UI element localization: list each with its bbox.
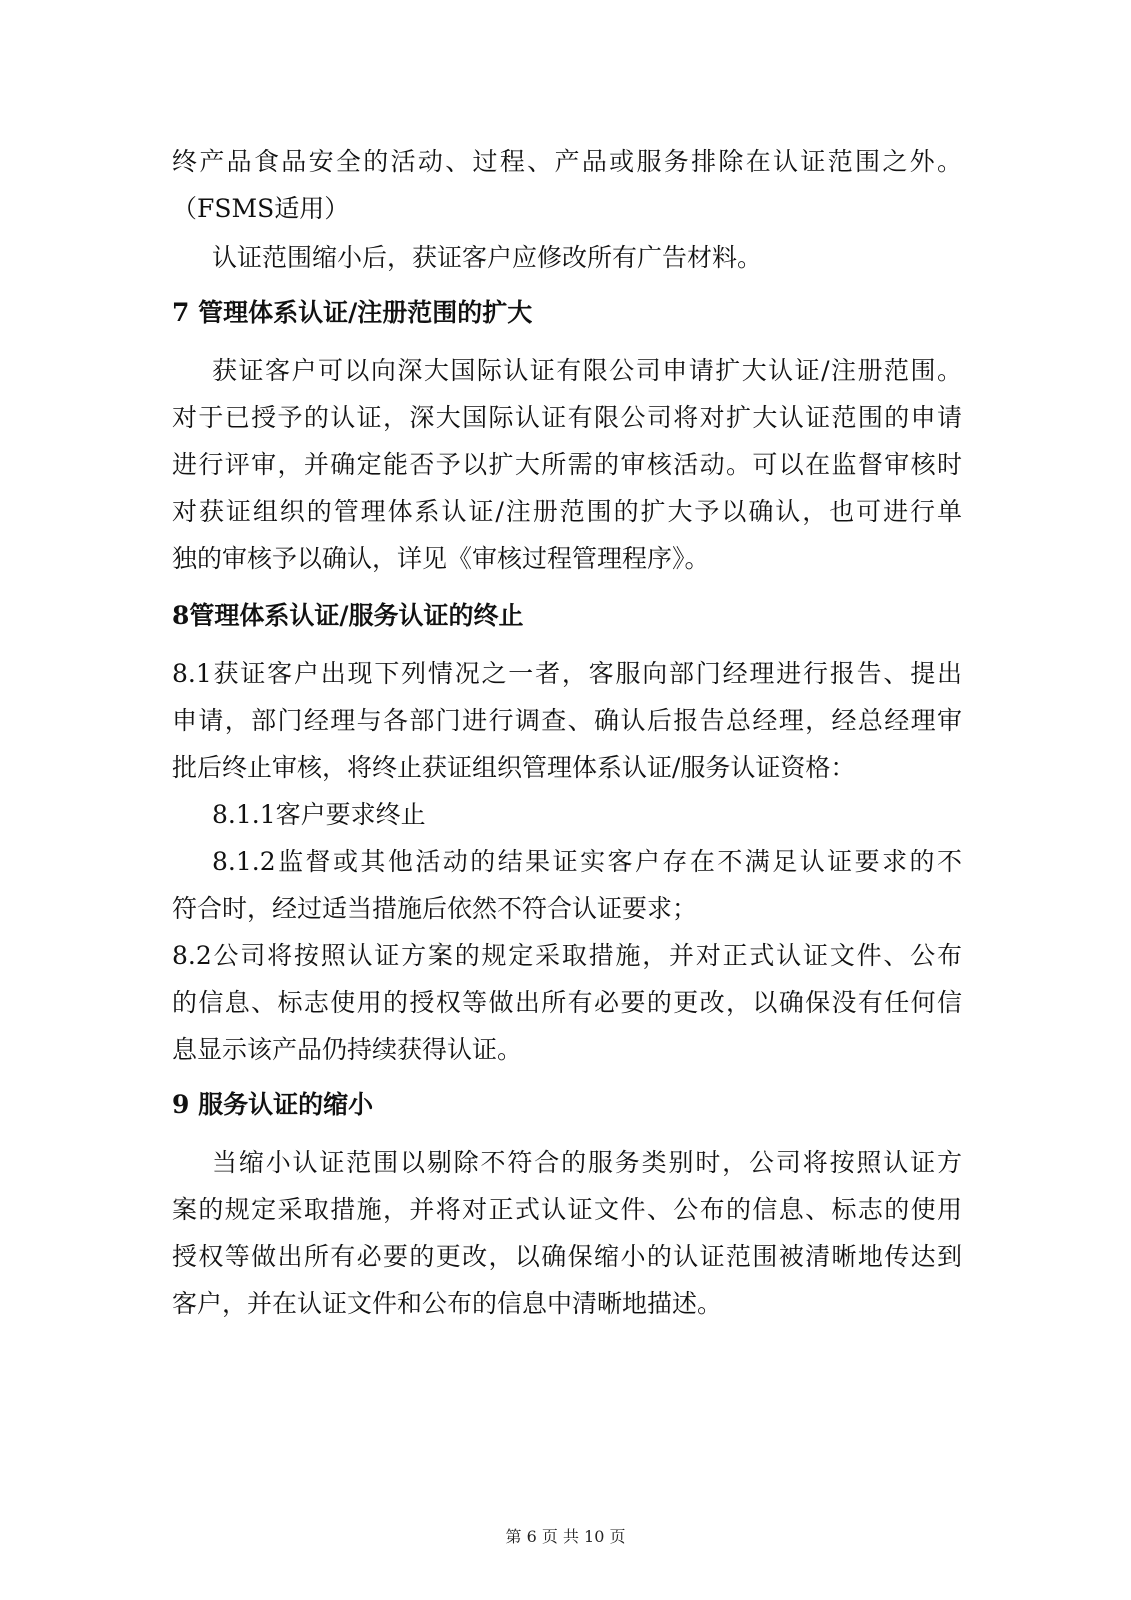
body-text-line: 8.1获证客户出现下列情况之一者，客服向部门经理进行报告、提出 [172, 659, 962, 688]
body-text-line: 客户，并在认证文件和公布的信息中清晰地描述。 [172, 1289, 723, 1318]
body-text-line: 对于已授予的认证，深大国际认证有限公司将对扩大认证范围的申请 [172, 403, 962, 432]
section-heading-9: 9 服务认证的缩小 [172, 1090, 374, 1119]
body-text-line: 授权等做出所有必要的更改，以确保缩小的认证范围被清晰地传达到 [172, 1242, 962, 1271]
body-text-line: 案的规定采取措施，并将对正式认证文件、公布的信息、标志的使用 [172, 1195, 962, 1224]
body-text-line: 的信息、标志使用的授权等做出所有必要的更改，以确保没有任何信 [172, 988, 962, 1017]
body-text-line: 8.1.2监督或其他活动的结果证实客户存在不满足认证要求的不 [212, 847, 962, 876]
body-text-line: 当缩小认证范围以剔除不符合的服务类别时，公司将按照认证方 [212, 1148, 962, 1177]
body-text-line: 符合时，经过适当措施后依然不符合认证要求； [172, 894, 698, 923]
body-text-line: 认证范围缩小后，获证客户应修改所有广告材料。 [212, 243, 763, 272]
body-text-line: 8.2公司将按照认证方案的规定采取措施，并对正式认证文件、公布 [172, 941, 962, 970]
body-text-line: 8.1.1客户要求终止 [212, 800, 426, 829]
body-text-line: 批后终止审核，将终止获证组织管理体系认证/服务认证资格： [172, 753, 856, 782]
section-heading-8: 8管理体系认证/服务认证的终止 [172, 601, 524, 630]
body-text-line: 终产品食品安全的活动、过程、产品或服务排除在认证范围之外。 [172, 147, 962, 176]
body-text-line: 申请，部门经理与各部门进行调查、确认后报告总经理，经总经理审 [172, 706, 962, 735]
body-text-line: 获证客户可以向深大国际认证有限公司申请扩大认证/注册范围。 [212, 356, 962, 385]
body-text-line: 进行评审，并确定能否予以扩大所需的审核活动。可以在监督审核时 [172, 450, 962, 479]
body-text-line: 独的审核予以确认，详见《审核过程管理程序》。 [172, 544, 710, 573]
body-text-line: 对获证组织的管理体系认证/注册范围的扩大予以确认，也可进行单 [172, 497, 962, 526]
body-text-line: （FSMS适用） [172, 194, 350, 223]
page-number-footer: 第 6 页 共 10 页 [505, 1527, 626, 1546]
section-heading-7: 7 管理体系认证/注册范围的扩大 [172, 298, 533, 327]
body-text-line: 息显示该产品仍持续获得认证。 [172, 1035, 523, 1064]
